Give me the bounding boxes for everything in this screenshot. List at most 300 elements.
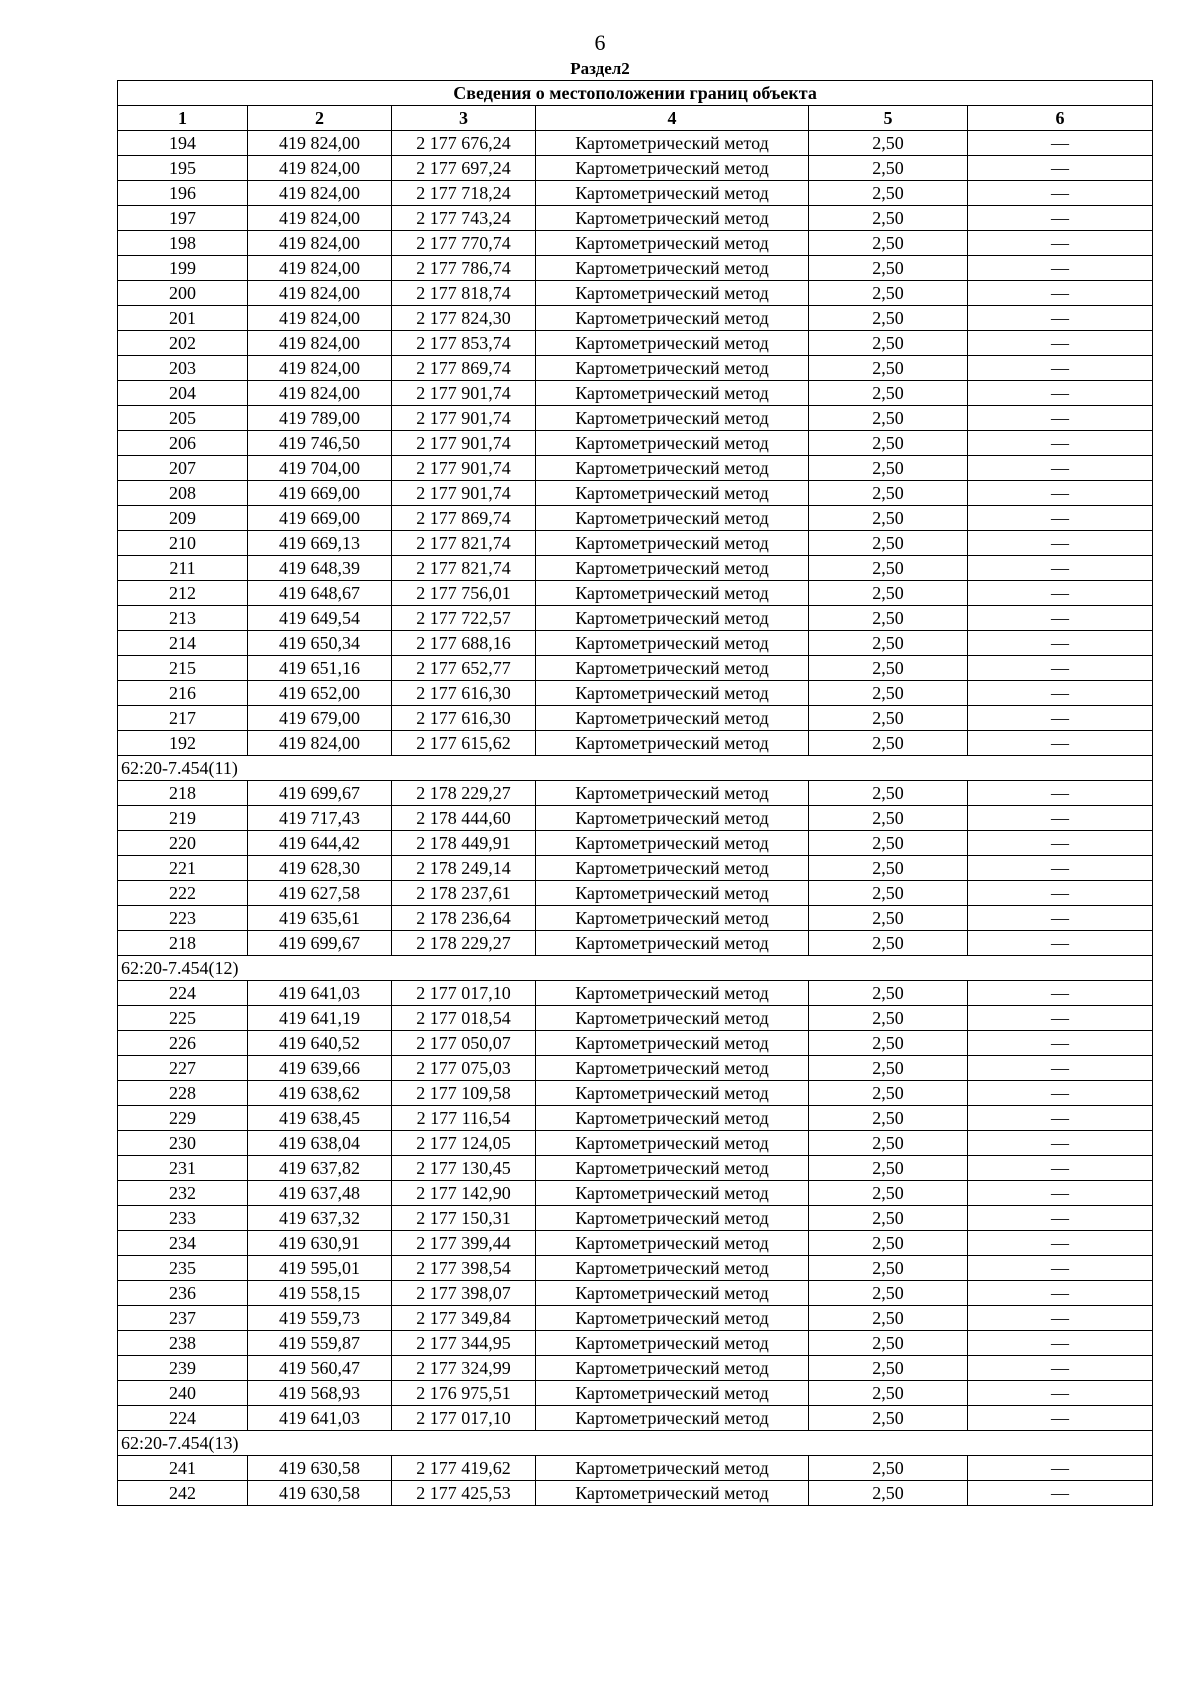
table-cell: 2 177 398,54 — [392, 1256, 536, 1281]
table-cell: — — [968, 1356, 1153, 1381]
table-cell: Картометрический метод — [536, 1331, 809, 1356]
table-row — [118, 606, 1153, 631]
table-cell: Картометрический метод — [536, 206, 809, 231]
table-row — [118, 281, 1153, 306]
table-cell: — — [968, 581, 1153, 606]
table-cell: 419 824,00 — [248, 256, 392, 281]
table-cell: 221 — [118, 856, 248, 881]
table-cell: 419 630,58 — [248, 1481, 392, 1506]
table-row — [118, 1081, 1153, 1106]
table-cell: Картометрический метод — [536, 681, 809, 706]
table-cell: Картометрический метод — [536, 856, 809, 881]
table-cell: Картометрический метод — [536, 356, 809, 381]
table-cell: 2,50 — [809, 456, 968, 481]
table-row — [118, 906, 1153, 931]
table-cell: Картометрический метод — [536, 606, 809, 631]
table-cell: 2,50 — [809, 406, 968, 431]
table-cell: — — [968, 1256, 1153, 1281]
table-cell: Картометрический метод — [536, 381, 809, 406]
table-cell: 2,50 — [809, 931, 968, 956]
table-row — [118, 681, 1153, 706]
table-cell: — — [968, 306, 1153, 331]
table-cell: 2 177 901,74 — [392, 381, 536, 406]
table-cell: 2 176 975,51 — [392, 1381, 536, 1406]
table-row — [118, 556, 1153, 581]
table-cell: 419 650,34 — [248, 631, 392, 656]
table-cell: 2 177 869,74 — [392, 356, 536, 381]
table-cell: 419 559,73 — [248, 1306, 392, 1331]
table-row — [118, 731, 1153, 756]
table-cell: 2,50 — [809, 331, 968, 356]
table-cell: 2,50 — [809, 1481, 968, 1506]
section-title: Раздел2 — [570, 59, 630, 78]
table-row — [118, 1156, 1153, 1181]
table-cell: 2,50 — [809, 581, 968, 606]
table-row — [118, 631, 1153, 656]
table-cell: Картометрический метод — [536, 556, 809, 581]
table-cell: Картометрический метод — [536, 1156, 809, 1181]
table-cell: 2 177 786,74 — [392, 256, 536, 281]
table-row — [118, 1206, 1153, 1231]
table-cell: Картометрический метод — [536, 1306, 809, 1331]
table-cell: Картометрический метод — [536, 1056, 809, 1081]
table-cell: 2 177 419,62 — [392, 1456, 536, 1481]
table-cell: 2 177 743,24 — [392, 206, 536, 231]
table-cell: 419 824,00 — [248, 381, 392, 406]
table-cell: — — [968, 206, 1153, 231]
table-cell: 419 628,30 — [248, 856, 392, 881]
table-cell: 2,50 — [809, 531, 968, 556]
table-cell: — — [968, 131, 1153, 156]
table-cell: — — [968, 1281, 1153, 1306]
table-cell: 2,50 — [809, 1081, 968, 1106]
group-label: 62:20-7.454(13) — [118, 1431, 1153, 1456]
table-row — [118, 781, 1153, 806]
table-cell: 2 177 901,74 — [392, 406, 536, 431]
table-cell: 2,50 — [809, 431, 968, 456]
table-cell: — — [968, 931, 1153, 956]
table-cell: 211 — [118, 556, 248, 581]
page-number: 6 — [594, 30, 606, 55]
table-cell: 192 — [118, 731, 248, 756]
table-cell: Картометрический метод — [536, 1356, 809, 1381]
table-cell: 207 — [118, 456, 248, 481]
table-cell: 2 177 770,74 — [392, 231, 536, 256]
table-row — [118, 406, 1153, 431]
table-cell: 2,50 — [809, 231, 968, 256]
table-cell: — — [968, 1381, 1153, 1406]
table-cell: Картометрический метод — [536, 656, 809, 681]
table-cell: 419 717,43 — [248, 806, 392, 831]
table-cell: 419 746,50 — [248, 431, 392, 456]
table-cell: — — [968, 1156, 1153, 1181]
table-cell: 220 — [118, 831, 248, 856]
table-cell: 2,50 — [809, 1206, 968, 1231]
table-cell: Картометрический метод — [536, 1231, 809, 1256]
table-cell: 2,50 — [809, 1156, 968, 1181]
table-cell: 2,50 — [809, 256, 968, 281]
table-cell: 2 177 615,62 — [392, 731, 536, 756]
table-cell: 419 824,00 — [248, 306, 392, 331]
table-cell: 198 — [118, 231, 248, 256]
table-cell: — — [968, 331, 1153, 356]
table-cell: 194 — [118, 131, 248, 156]
table-cell: 419 824,00 — [248, 731, 392, 756]
table-cell: 231 — [118, 1156, 248, 1181]
table-cell: 2 177 676,24 — [392, 131, 536, 156]
table-cell: 2 177 324,99 — [392, 1356, 536, 1381]
table-cell: 2,50 — [809, 706, 968, 731]
table-cell: 196 — [118, 181, 248, 206]
table-cell: 419 648,39 — [248, 556, 392, 581]
column-header-row — [118, 106, 1153, 131]
table-row — [118, 1181, 1153, 1206]
table-cell: — — [968, 656, 1153, 681]
table-row — [118, 356, 1153, 381]
table-cell: 2 178 444,60 — [392, 806, 536, 831]
table-cell: 237 — [118, 1306, 248, 1331]
table-cell: Картометрический метод — [536, 431, 809, 456]
table-cell: 2 178 236,64 — [392, 906, 536, 931]
table-cell: 218 — [118, 931, 248, 956]
table-row — [118, 1131, 1153, 1156]
table-cell: Картометрический метод — [536, 881, 809, 906]
table-cell: — — [968, 356, 1153, 381]
table-cell: — — [968, 1406, 1153, 1431]
table-cell: — — [968, 156, 1153, 181]
table-cell: Картометрический метод — [536, 456, 809, 481]
table-cell: Картометрический метод — [536, 481, 809, 506]
column-header: 1 — [118, 106, 248, 131]
table-cell: 419 639,66 — [248, 1056, 392, 1081]
table-cell: — — [968, 531, 1153, 556]
table-cell: 419 644,42 — [248, 831, 392, 856]
table-row — [118, 156, 1153, 181]
table-cell: 2,50 — [809, 281, 968, 306]
table-cell: 2 177 616,30 — [392, 706, 536, 731]
table-cell: Картометрический метод — [536, 506, 809, 531]
table-cell: — — [968, 1231, 1153, 1256]
table-row — [118, 506, 1153, 531]
table-cell: 227 — [118, 1056, 248, 1081]
table-cell: 229 — [118, 1106, 248, 1131]
table-cell: 2,50 — [809, 481, 968, 506]
table-cell: 419 630,91 — [248, 1231, 392, 1256]
table-cell: 218 — [118, 781, 248, 806]
table-cell: 2,50 — [809, 656, 968, 681]
table-cell: Картометрический метод — [536, 1406, 809, 1431]
table-row — [118, 981, 1153, 1006]
table-cell: 419 704,00 — [248, 456, 392, 481]
table-row — [118, 1231, 1153, 1256]
table-cell: 2,50 — [809, 506, 968, 531]
table-cell: Картометрический метод — [536, 981, 809, 1006]
table-cell: 419 559,87 — [248, 1331, 392, 1356]
table-cell: 2,50 — [809, 1356, 968, 1381]
column-header: 4 — [536, 106, 809, 131]
table-cell: Картометрический метод — [536, 1006, 809, 1031]
table-cell: — — [968, 481, 1153, 506]
table-cell: 2,50 — [809, 856, 968, 881]
table-cell: Картометрический метод — [536, 281, 809, 306]
table-cell: 210 — [118, 531, 248, 556]
table-cell: 419 630,58 — [248, 1456, 392, 1481]
table-cell: 2 177 853,74 — [392, 331, 536, 356]
table-cell: — — [968, 806, 1153, 831]
table-cell: 419 560,47 — [248, 1356, 392, 1381]
table-row — [118, 131, 1153, 156]
table-row — [118, 806, 1153, 831]
table-cell: — — [968, 1006, 1153, 1031]
table-cell: 233 — [118, 1206, 248, 1231]
table-cell: 2 177 109,58 — [392, 1081, 536, 1106]
table-cell: — — [968, 181, 1153, 206]
table-cell: Картометрический метод — [536, 406, 809, 431]
table-cell: — — [968, 431, 1153, 456]
table-row — [118, 1481, 1153, 1506]
table-cell: Картометрический метод — [536, 1381, 809, 1406]
table-cell: 214 — [118, 631, 248, 656]
table-row — [118, 1106, 1153, 1131]
table-cell: 419 824,00 — [248, 206, 392, 231]
table-cell: 419 595,01 — [248, 1256, 392, 1281]
table-row — [118, 581, 1153, 606]
table-cell: 226 — [118, 1031, 248, 1056]
table-row — [118, 431, 1153, 456]
table-cell: 2 177 722,57 — [392, 606, 536, 631]
table-cell: 232 — [118, 1181, 248, 1206]
table-cell: 419 669,00 — [248, 506, 392, 531]
table-row — [118, 1406, 1153, 1431]
table-cell: 200 — [118, 281, 248, 306]
table-cell: 2 177 075,03 — [392, 1056, 536, 1081]
table-cell: 2 177 697,24 — [392, 156, 536, 181]
table-cell: 419 638,04 — [248, 1131, 392, 1156]
table-cell: 2,50 — [809, 1406, 968, 1431]
table-cell: 2,50 — [809, 881, 968, 906]
table-cell: 2,50 — [809, 1106, 968, 1131]
table-cell: 419 568,93 — [248, 1381, 392, 1406]
table-cell: 240 — [118, 1381, 248, 1406]
table-cell: 419 789,00 — [248, 406, 392, 431]
table-cell: 2 177 344,95 — [392, 1331, 536, 1356]
table-cell: 2,50 — [809, 606, 968, 631]
table-cell: — — [968, 1131, 1153, 1156]
table-cell: — — [968, 856, 1153, 881]
table-cell: 419 824,00 — [248, 156, 392, 181]
table-cell: 2,50 — [809, 1381, 968, 1406]
table-cell: 419 640,52 — [248, 1031, 392, 1056]
table-cell: 2,50 — [809, 631, 968, 656]
table-cell: Картометрический метод — [536, 256, 809, 281]
table-cell: 2 178 229,27 — [392, 781, 536, 806]
table-cell: — — [968, 1056, 1153, 1081]
table-cell: 419 699,67 — [248, 781, 392, 806]
table-cell: 209 — [118, 506, 248, 531]
table-cell: 419 824,00 — [248, 356, 392, 381]
table-cell: 419 652,00 — [248, 681, 392, 706]
table-cell: 238 — [118, 1331, 248, 1356]
table-cell: — — [968, 381, 1153, 406]
table-cell: 2,50 — [809, 1256, 968, 1281]
table-cell: 197 — [118, 206, 248, 231]
table-cell: 2 177 901,74 — [392, 431, 536, 456]
table-cell: — — [968, 731, 1153, 756]
column-header: 3 — [392, 106, 536, 131]
table-cell: 203 — [118, 356, 248, 381]
table-cell: Картометрический метод — [536, 1481, 809, 1506]
table-row — [118, 1256, 1153, 1281]
table-cell: — — [968, 556, 1153, 581]
table-row — [118, 881, 1153, 906]
table-cell: 419 669,13 — [248, 531, 392, 556]
table-cell: 2 177 616,30 — [392, 681, 536, 706]
table-row — [118, 531, 1153, 556]
table-cell: 2,50 — [809, 1231, 968, 1256]
group-label: 62:20-7.454(12) — [118, 956, 1153, 981]
table-cell: 2 177 050,07 — [392, 1031, 536, 1056]
table-cell: 419 627,58 — [248, 881, 392, 906]
table-cell: Картометрический метод — [536, 806, 809, 831]
table-cell: 419 637,32 — [248, 1206, 392, 1231]
table-cell: 419 824,00 — [248, 131, 392, 156]
table-cell: 213 — [118, 606, 248, 631]
table-cell: — — [968, 1081, 1153, 1106]
table-cell: Картометрический метод — [536, 906, 809, 931]
table-cell: — — [968, 906, 1153, 931]
table-cell: 2 177 824,30 — [392, 306, 536, 331]
table-cell: Картометрический метод — [536, 1106, 809, 1131]
group-row — [118, 956, 1153, 981]
table-cell: 2 177 018,54 — [392, 1006, 536, 1031]
table-cell: 2,50 — [809, 131, 968, 156]
table-cell: 212 — [118, 581, 248, 606]
table-cell: 2 177 017,10 — [392, 1406, 536, 1431]
table-cell: 419 648,67 — [248, 581, 392, 606]
table-cell: 2 177 821,74 — [392, 556, 536, 581]
table-cell: 2 178 237,61 — [392, 881, 536, 906]
table-row — [118, 1006, 1153, 1031]
table-cell: 419 641,03 — [248, 981, 392, 1006]
table-cell: 419 679,00 — [248, 706, 392, 731]
table-cell: 2,50 — [809, 681, 968, 706]
table-cell: 2,50 — [809, 206, 968, 231]
table-cell: Картометрический метод — [536, 306, 809, 331]
table-cell: Картометрический метод — [536, 781, 809, 806]
table-cell: — — [968, 456, 1153, 481]
table-row — [118, 1056, 1153, 1081]
table-cell: Картометрический метод — [536, 706, 809, 731]
table-row — [118, 231, 1153, 256]
table-cell: Картометрический метод — [536, 531, 809, 556]
table-row — [118, 656, 1153, 681]
table-cell: — — [968, 881, 1153, 906]
table-cell: 419 641,19 — [248, 1006, 392, 1031]
table-cell: 2 177 652,77 — [392, 656, 536, 681]
table-cell: 419 637,48 — [248, 1181, 392, 1206]
table-cell: 215 — [118, 656, 248, 681]
table-cell: 199 — [118, 256, 248, 281]
table-cell: 2,50 — [809, 1306, 968, 1331]
table-cell: Картометрический метод — [536, 631, 809, 656]
table-cell: — — [968, 256, 1153, 281]
table-cell: 195 — [118, 156, 248, 181]
table-cell: 2,50 — [809, 156, 968, 181]
table-cell: 239 — [118, 1356, 248, 1381]
table-cell: — — [968, 706, 1153, 731]
table-cell: 419 669,00 — [248, 481, 392, 506]
table-cell: 419 824,00 — [248, 231, 392, 256]
table-cell: — — [968, 281, 1153, 306]
table-cell: 2 177 116,54 — [392, 1106, 536, 1131]
table-cell: 2,50 — [809, 1131, 968, 1156]
table-cell: Картометрический метод — [536, 156, 809, 181]
table-cell: 236 — [118, 1281, 248, 1306]
table-cell: — — [968, 1181, 1153, 1206]
table-cell: — — [968, 1331, 1153, 1356]
table-cell: 201 — [118, 306, 248, 331]
table-cell: 2,50 — [809, 1056, 968, 1081]
table-cell: 419 641,03 — [248, 1406, 392, 1431]
table-row — [118, 1306, 1153, 1331]
table-row — [118, 331, 1153, 356]
table-cell: 202 — [118, 331, 248, 356]
table-cell: 219 — [118, 806, 248, 831]
table-row — [118, 1281, 1153, 1306]
table-row — [118, 1456, 1153, 1481]
table-cell: 2,50 — [809, 981, 968, 1006]
table-row — [118, 456, 1153, 481]
table-cell: Картометрический метод — [536, 1256, 809, 1281]
table-cell: 223 — [118, 906, 248, 931]
table-row — [118, 206, 1153, 231]
group-label: 62:20-7.454(11) — [118, 756, 1153, 781]
column-header: 5 — [809, 106, 968, 131]
table-cell: 2 177 124,05 — [392, 1131, 536, 1156]
table-cell: 2 177 130,45 — [392, 1156, 536, 1181]
table-cell: 228 — [118, 1081, 248, 1106]
table-cell: — — [968, 506, 1153, 531]
table-cell: 230 — [118, 1131, 248, 1156]
table-cell: 205 — [118, 406, 248, 431]
table-cell: 204 — [118, 381, 248, 406]
table-cell: Картометрический метод — [536, 1031, 809, 1056]
table-row — [118, 256, 1153, 281]
table-cell: 2,50 — [809, 381, 968, 406]
table-row — [118, 706, 1153, 731]
table-cell: 419 558,15 — [248, 1281, 392, 1306]
table-cell: 2 177 901,74 — [392, 481, 536, 506]
table-cell: 419 824,00 — [248, 181, 392, 206]
table-cell: 234 — [118, 1231, 248, 1256]
table-row — [118, 931, 1153, 956]
table-cell: — — [968, 1206, 1153, 1231]
group-row — [118, 1431, 1153, 1456]
table-cell: 2,50 — [809, 1456, 968, 1481]
column-header: 2 — [248, 106, 392, 131]
table-cell: 2,50 — [809, 806, 968, 831]
table-cell: 2 177 398,07 — [392, 1281, 536, 1306]
table-cell: 2,50 — [809, 1281, 968, 1306]
group-row — [118, 756, 1153, 781]
table-cell: — — [968, 1306, 1153, 1331]
table-cell: 2 177 142,90 — [392, 1181, 536, 1206]
table-row — [118, 481, 1153, 506]
table-cell: 2,50 — [809, 731, 968, 756]
table-row — [118, 1031, 1153, 1056]
table-cell: 419 699,67 — [248, 931, 392, 956]
table-row — [118, 381, 1153, 406]
